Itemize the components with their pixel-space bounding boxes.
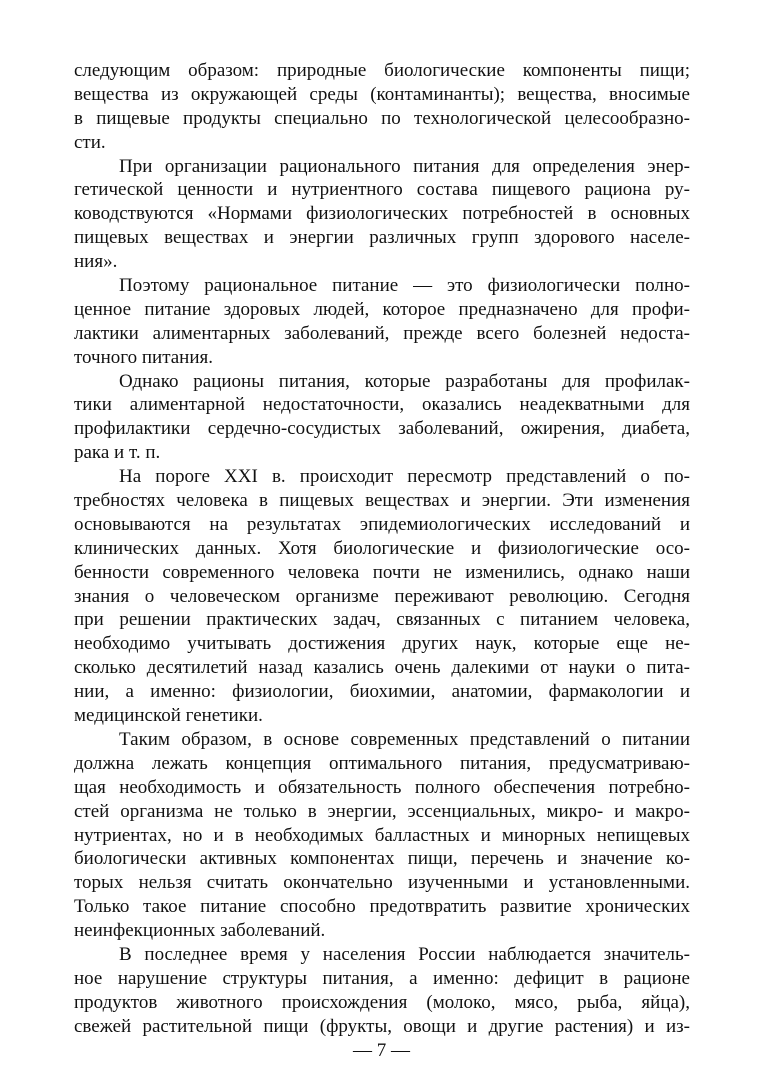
text-line: Только такое питание способно предотвратить развитие хронических — [74, 896, 690, 918]
text-line: сти. — [74, 131, 106, 153]
paragraph-continuation — [74, 59, 690, 155]
text-line: ное нарушение структуры питания, а именно: дефицит в рационе — [74, 967, 690, 989]
text-line: лактики алиментарных заболеваний, прежде всего болезней недоста- — [74, 322, 690, 344]
text-line: На пороге XXI в. происходит пересмотр представлений о по- — [119, 466, 690, 488]
text-line: ценное питание здоровых людей, которое предназначено для профи- — [74, 298, 690, 320]
text-line: требностях человека в пищевых веществах и энергии. Эти изменения — [74, 490, 690, 512]
paragraph — [74, 155, 690, 274]
text-line: пищевых веществах и энергии различных групп здорового населе- — [74, 227, 690, 249]
paragraph — [74, 465, 690, 728]
text-line: биологически активных компонентах пищи, перечень и значение ко- — [74, 848, 690, 870]
text-line: следующим образом: природные биологические компоненты пищи; — [74, 60, 690, 81]
page-number: — 7 — — [353, 1040, 410, 1061]
text-line: При организации рационального питания для определения энер- — [119, 155, 690, 177]
text-line: гетической ценности и нутриентного состава пищевого рациона ру- — [74, 179, 690, 201]
text-line: клинических данных. Хотя биологические и физиологические осо- — [74, 537, 690, 559]
paragraph — [74, 274, 690, 370]
text-line: рака и т. п. — [74, 442, 161, 464]
text-line: ния». — [74, 251, 118, 273]
text-line: бенности современного человека почти не изменились, однако наши — [74, 561, 690, 583]
text-line: основываются на результатах эпидемиологических исследований и — [74, 513, 690, 535]
text-line: Таким образом, в основе современных представлений о питании — [119, 728, 690, 750]
text-line: стей организма не только в энергии, эссенциальных, микро- и макро- — [74, 800, 690, 822]
paragraph — [74, 728, 690, 943]
page-body — [74, 59, 690, 1039]
text-line: нутриентах, но и в необходимых балластных и минорных непищевых — [74, 824, 690, 846]
paragraph — [74, 943, 690, 1039]
text-line: торых нельзя считать окончательно изученными и установленными. — [74, 872, 690, 894]
text-line: свежей растительной пищи (фрукты, овощи и другие растения) и из- — [74, 1015, 690, 1037]
text-line: медицинской генетики. — [74, 705, 263, 727]
text-line: Поэтому рациональное питание — это физиологически полно- — [119, 275, 690, 297]
text-line: в пищевые продукты специально по технологической целесообразно- — [74, 107, 690, 129]
text-line: нии, а именно: физиологии, биохимии, анатомии, фармакологии и — [74, 681, 690, 703]
text-line: ководствуются «Нормами физиологических потребностей в основных — [74, 203, 690, 225]
text-line: Однако рационы питания, которые разработаны для профилак- — [119, 370, 690, 392]
text-line: профилактики сердечно-сосудистых заболеваний, ожирения, диабета, — [74, 418, 690, 440]
text-line: вещества из окружающей среды (контаминанты); вещества, вносимые — [74, 83, 690, 105]
text-line: должна лежать концепция оптимального питания, предусматриваю- — [74, 752, 690, 774]
text-line: необходимо учитывать достижения других наук, которые еще не- — [74, 633, 690, 655]
text-line: сколько десятилетий назад казались очень далекими от науки о пита- — [74, 657, 690, 679]
text-line: при решении практических задач, связанных с питанием человека, — [74, 609, 690, 631]
text-line: знания о человеческом организме переживают революцию. Сегодня — [74, 585, 690, 607]
text-line: тики алиментарной недостаточности, оказались неадекватными для — [74, 394, 690, 416]
text-line: щая необходимость и обязательность полного обеспечения потребно- — [74, 776, 690, 798]
paragraph — [74, 370, 690, 466]
text-line: продуктов животного происхождения (молоко, мясо, рыба, яйца), — [74, 991, 690, 1013]
text-line: точного питания. — [74, 346, 213, 368]
text-line: неинфекционных заболеваний. — [74, 920, 326, 942]
text-line: В последнее время у населения России наблюдается значитель- — [119, 943, 690, 965]
